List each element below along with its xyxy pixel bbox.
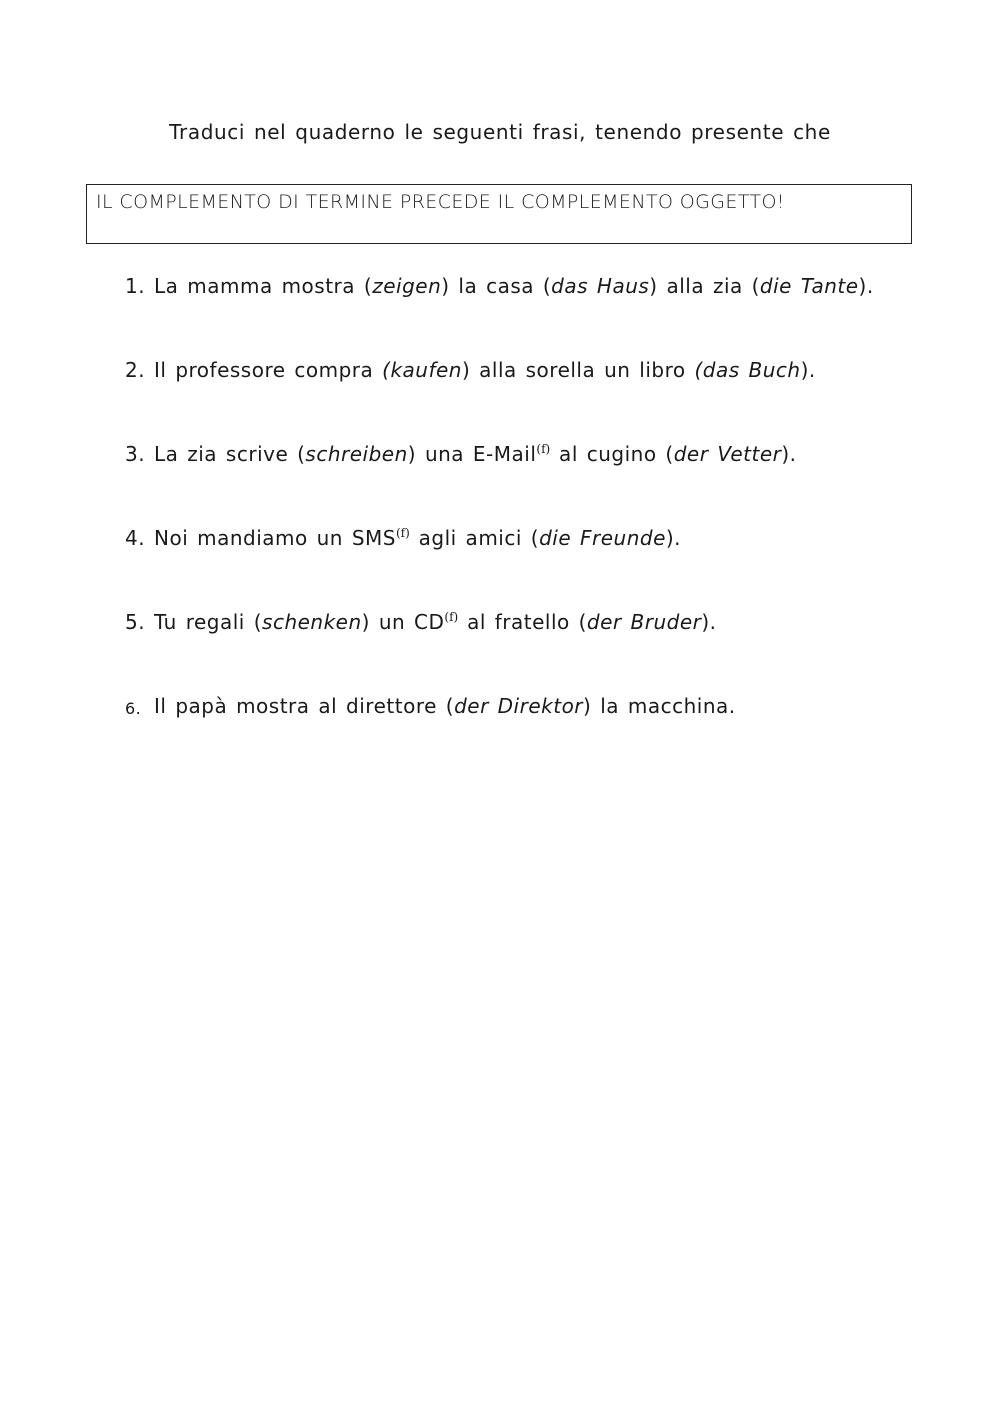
text-part: Il papà mostra al direttore (: [154, 694, 455, 718]
text-part: al cugino (: [550, 442, 674, 466]
sentence-item-1: [0, 272, 1000, 356]
text-part: ) un CD: [361, 610, 445, 634]
text-part: La mamma mostra (: [154, 274, 373, 298]
german-verb: (kaufen: [382, 358, 462, 382]
german-noun: die Freunde: [539, 526, 666, 550]
text-part: ) la casa (: [441, 274, 552, 298]
sentence-text: [154, 524, 681, 552]
gender-superscript: (f): [444, 610, 459, 624]
rule-box: [86, 184, 912, 244]
sentence-text: [154, 356, 816, 384]
text-part: Tu regali (: [154, 610, 263, 634]
sentence-text: [154, 272, 874, 300]
item-number: 1.: [125, 274, 146, 298]
text-part: ).: [858, 274, 874, 298]
sentence-list: [0, 272, 1000, 776]
text-part: La zia scrive (: [154, 442, 306, 466]
sentence-text: [154, 608, 717, 636]
sentence-text: [154, 440, 797, 468]
text-part: ).: [800, 358, 816, 382]
text-part: Il professore compra: [154, 358, 383, 382]
text-part: ).: [665, 526, 682, 550]
text-part: Noi mandiamo un SMS: [154, 526, 396, 550]
german-verb: zeigen: [372, 274, 442, 298]
german-verb: schenken: [262, 610, 362, 634]
item-number: 5.: [125, 610, 146, 634]
text-part: agli amici (: [409, 526, 540, 550]
text-part: ).: [701, 610, 717, 634]
german-noun: das Haus: [551, 274, 650, 298]
german-noun: der Bruder: [586, 610, 702, 634]
german-verb: schreiben: [305, 442, 408, 466]
sentence-item-5: [0, 608, 1000, 692]
sentence-item-6: [0, 692, 1000, 776]
item-number: 4.: [125, 526, 146, 550]
gender-superscript: (f): [395, 526, 410, 540]
item-number: 6.: [125, 699, 142, 718]
gender-superscript: (f): [536, 442, 551, 456]
german-noun: die Tante: [759, 274, 859, 298]
sentence-text: [154, 692, 736, 720]
item-number: 3.: [125, 442, 146, 466]
text-part: al fratello (: [458, 610, 587, 634]
german-noun: (das Buch: [694, 358, 801, 382]
sentence-item-3: [0, 440, 1000, 524]
instruction-text: Traduci nel quaderno le seguenti frasi, tenendo presente che: [169, 120, 831, 144]
text-part: ) alla zia (: [649, 274, 760, 298]
text-part: ) la macchina.: [583, 694, 736, 718]
item-number: 2.: [125, 358, 146, 382]
text-part: ).: [781, 442, 797, 466]
sentence-item-2: [0, 356, 1000, 440]
text-part: ) una E-Mail: [407, 442, 537, 466]
german-noun: der Vetter: [673, 442, 782, 466]
text-part: ) alla sorella un libro: [461, 358, 695, 382]
rule-text: IL COMPLEMENTO DI TERMINE PRECEDE IL COMPLEMENTO OGGETTO!: [96, 191, 785, 213]
sentence-item-4: [0, 524, 1000, 608]
german-noun: der Direktor: [454, 694, 584, 718]
